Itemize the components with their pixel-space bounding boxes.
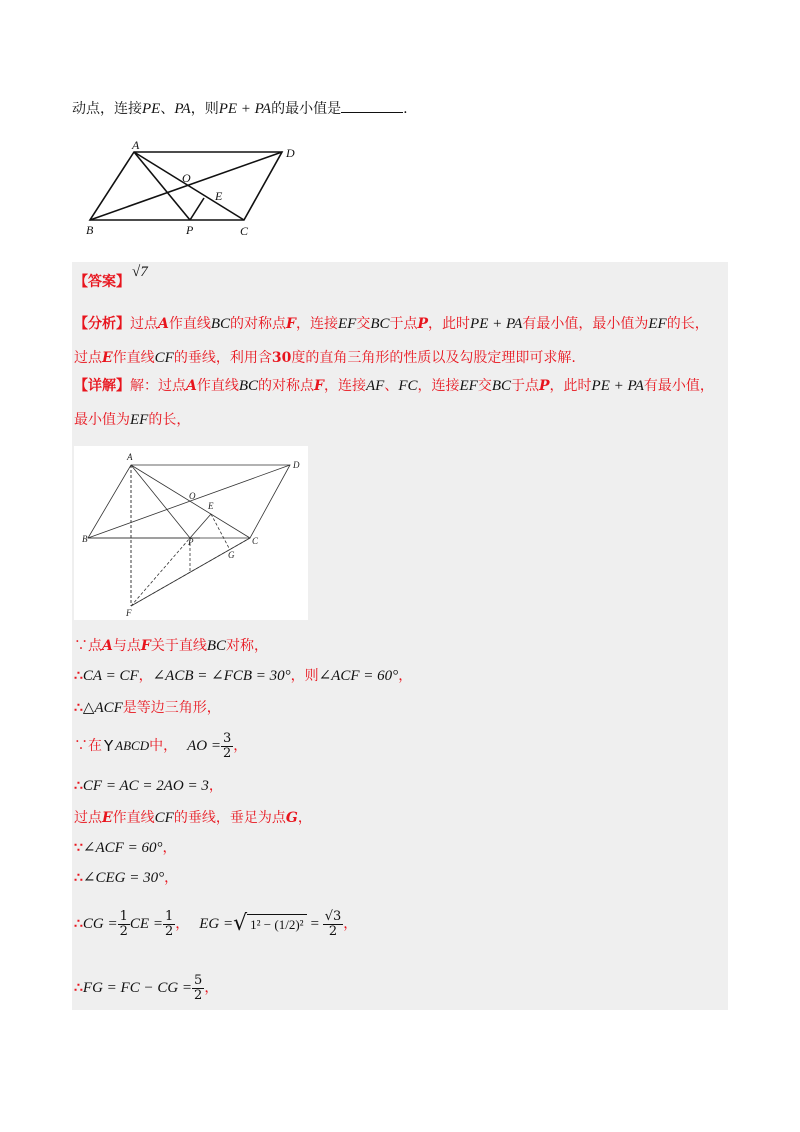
fraction — [323, 910, 344, 939]
therefore-symbol: ∴ — [74, 700, 83, 716]
separator: ， — [175, 916, 190, 932]
label-D: D — [293, 460, 300, 470]
step-3 — [74, 698, 221, 718]
degree-number: 30 — [271, 350, 292, 366]
point-F: F — [286, 316, 296, 332]
text: 作直线 — [168, 316, 211, 332]
text: 作直线 — [112, 810, 155, 826]
math-CF: CF — [154, 350, 174, 366]
text: 过点 — [74, 810, 102, 826]
label-P: P — [188, 537, 194, 547]
step-6 — [74, 808, 312, 828]
separator: ， — [138, 668, 153, 684]
math-expression: ∠CEG = 30° — [82, 870, 165, 886]
math-expression: ∠ACF = 60° — [82, 840, 163, 856]
math-CF: CF — [154, 810, 174, 826]
answer-blank — [341, 98, 403, 113]
text: ， — [343, 916, 358, 932]
math-expression: CF = AC = 2AO = 3 — [82, 778, 209, 794]
therefore-symbol: ∴ — [74, 980, 83, 996]
math-expression: CA = CF — [82, 668, 139, 684]
text: 交 — [356, 316, 371, 332]
text: 的垂线，垂足为点 — [173, 810, 286, 826]
point-A: A — [186, 378, 197, 394]
point-A: A — [158, 316, 169, 332]
numerator: 1 — [119, 908, 128, 924]
parallelogram-figure-1 — [82, 138, 312, 242]
numerator: √3 — [324, 908, 342, 924]
math-PE: PE — [142, 101, 161, 117]
therefore-symbol: ∴ — [74, 916, 83, 932]
math-ABCD: ABCD — [115, 738, 150, 753]
question-text: ，则 — [190, 101, 219, 117]
math-EF: EF — [338, 316, 357, 332]
text: ∵在 — [74, 738, 102, 754]
step-7 — [74, 838, 176, 858]
point-G: G — [285, 810, 298, 826]
text: 最小值为 — [74, 412, 130, 428]
text: 的垂线，利用含 — [173, 350, 272, 366]
text: 关于直线 — [150, 638, 207, 654]
math-expression: CE = — [129, 916, 163, 932]
text: 有最小值， — [643, 378, 714, 394]
math-BC: BC — [370, 316, 390, 332]
point-A: A — [102, 638, 113, 654]
question-text: . — [403, 101, 408, 117]
math-PA: PA — [174, 101, 191, 117]
question-text: 动点，连接 — [72, 101, 142, 117]
text: 过点 — [130, 316, 158, 332]
analysis-tag: 【分析】 — [74, 316, 130, 332]
denominator: 2 — [194, 987, 203, 1003]
label-G: G — [228, 550, 235, 560]
math-BC: BC — [206, 638, 226, 654]
text: 是等边三角形， — [122, 700, 221, 716]
math-expression: EG = — [199, 916, 234, 932]
because-symbol: ∵ — [74, 840, 83, 856]
math-expression: PE + PA — [218, 101, 272, 117]
text: ， — [208, 778, 223, 794]
text: 对称， — [226, 638, 268, 654]
math-expression: ∠ACB = ∠FCB = 30° — [152, 668, 291, 684]
math-expression: ∠ACF = 60° — [318, 668, 399, 684]
text: 与点 — [112, 638, 141, 654]
point-P: P — [539, 378, 550, 394]
detail-line-2 — [74, 410, 190, 430]
text: ∵点 — [74, 638, 102, 654]
text: 中， — [149, 738, 178, 754]
step-9 — [74, 902, 357, 946]
detail-tag: 【详解】 — [74, 378, 130, 394]
answer-tag: 【答案】 — [74, 274, 130, 290]
detail-line-1 — [74, 376, 714, 396]
step-2 — [74, 666, 412, 686]
label-P: P — [186, 223, 194, 237]
label-E: E — [215, 189, 223, 203]
text: 的对称点 — [230, 316, 287, 332]
sqrt-icon: √ — [233, 911, 248, 936]
numerator: 3 — [223, 730, 232, 746]
therefore-symbol: ∴ — [74, 668, 83, 684]
text: ， — [297, 810, 312, 826]
text: 解：过点 — [130, 378, 186, 394]
text: ，则 — [290, 668, 319, 684]
math-expression: △ACF — [82, 700, 123, 716]
label-F: F — [126, 608, 132, 618]
analysis-line-2 — [74, 348, 576, 368]
answer-line — [74, 264, 148, 292]
math-BC: BC — [491, 378, 511, 394]
text: 度的直角三角形的性质以及勾股定理即可求解. — [291, 350, 576, 366]
math-expression: FG = FC − CG = — [82, 980, 193, 996]
label-B: B — [86, 223, 94, 237]
fraction — [192, 974, 204, 1003]
label-O: O — [189, 491, 196, 501]
math-expression: PE + PA — [470, 316, 523, 332]
step-4 — [74, 730, 247, 762]
text: 的长， — [148, 412, 191, 428]
denominator: 2 — [223, 745, 232, 761]
step-1 — [74, 636, 268, 656]
fraction — [118, 910, 130, 939]
text: 的长， — [666, 316, 709, 332]
denominator: 2 — [119, 923, 128, 939]
numerator: 1 — [164, 908, 174, 924]
text: 有最小值，最小值为 — [522, 316, 649, 332]
math-AF: AF — [366, 378, 385, 394]
numerator: 5 — [194, 972, 203, 988]
text: 作直线 — [196, 378, 239, 394]
text: 于点 — [389, 316, 418, 332]
therefore-symbol: ∴ — [74, 870, 83, 886]
separator: 、 — [160, 101, 175, 117]
label-C: C — [240, 224, 249, 238]
text: ， — [164, 870, 179, 886]
step-5 — [74, 776, 223, 796]
label-E: E — [208, 501, 214, 511]
text: 作直线 — [112, 350, 155, 366]
point-E: E — [102, 350, 113, 366]
question-line — [72, 98, 408, 119]
math-EF: EF — [648, 316, 667, 332]
parallelogram-symbol: Y — [104, 737, 114, 755]
point-P: P — [417, 316, 429, 332]
label-D: D — [286, 146, 295, 160]
point-F: F — [314, 378, 324, 394]
text: 过点 — [74, 350, 102, 366]
text: ，连接 — [417, 378, 460, 394]
label-A: A — [132, 138, 140, 152]
math-BC: BC — [210, 316, 231, 332]
text: 于点 — [511, 378, 539, 394]
text: ， — [162, 840, 177, 856]
fraction — [221, 732, 233, 761]
math-EF: EF — [459, 378, 478, 394]
text: ， — [204, 980, 219, 996]
analysis-line-1 — [74, 314, 709, 334]
parallelogram-figure-2 — [74, 446, 308, 620]
label-O: O — [182, 171, 191, 185]
question-text: 的最小值是 — [271, 101, 342, 117]
text: ，连接 — [324, 378, 366, 394]
point-E: E — [102, 810, 113, 826]
denominator: 2 — [328, 923, 338, 939]
fraction — [163, 910, 175, 939]
math-expression: AO = — [187, 738, 221, 754]
text: ，连接 — [296, 316, 338, 332]
label-B: B — [82, 534, 88, 544]
equals-sign: = — [309, 916, 320, 932]
math-expression: CG = — [82, 916, 118, 932]
point-F: F — [140, 638, 151, 654]
separator: 、 — [384, 378, 399, 394]
math-EF: EF — [130, 412, 149, 428]
math-expression: PE + PA — [591, 378, 644, 394]
text: ， — [398, 668, 413, 684]
step-10 — [74, 970, 218, 1006]
therefore-symbol: ∴ — [74, 778, 83, 794]
math-BC: BC — [238, 378, 259, 394]
text: 交 — [477, 378, 492, 394]
figure-2-box — [74, 446, 308, 620]
text: ，此时 — [428, 316, 471, 332]
text: 的对称点 — [258, 378, 315, 394]
solution-panel — [72, 262, 728, 1010]
denominator: 2 — [164, 923, 174, 939]
text: ， — [233, 738, 248, 754]
text: ，此时 — [549, 378, 592, 394]
answer-value: √7 — [132, 264, 148, 280]
label-C: C — [252, 536, 259, 546]
label-A: A — [127, 452, 133, 462]
step-8 — [74, 868, 178, 888]
math-FC: FC — [398, 378, 418, 394]
radicand: 1² − (1/2)² — [247, 914, 306, 935]
